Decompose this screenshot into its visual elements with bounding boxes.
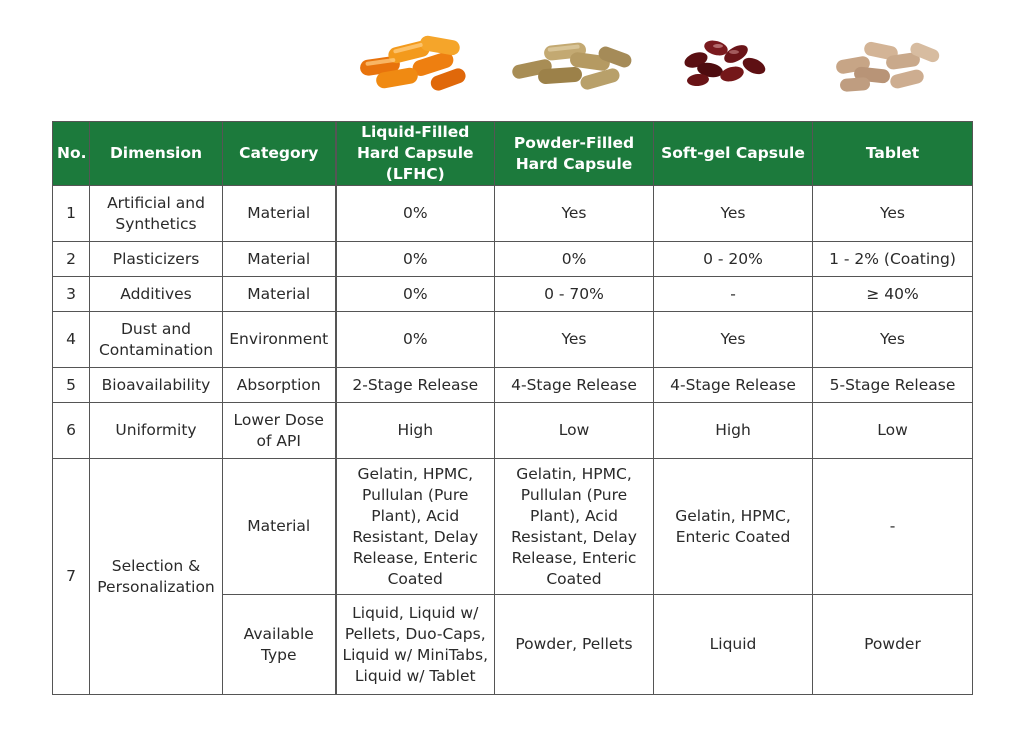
cell-lfhc: 0%: [336, 277, 495, 312]
header-dimension: Dimension: [90, 122, 223, 186]
row-category: Environment: [223, 312, 336, 368]
table-row: [53, 459, 973, 595]
cell-powder: Powder, Pellets: [495, 595, 654, 695]
cell-tablet: ≥ 40%: [813, 277, 973, 312]
cell-softgel: Yes: [654, 312, 813, 368]
cell-softgel: -: [654, 277, 813, 312]
row-dimension: Bioavailability: [90, 368, 223, 403]
row-category: Material: [223, 459, 336, 595]
cell-powder: Gelatin, HPMC, Pullulan (Pure Plant), Acid Resistant, Delay Release, Enteric Coated: [495, 459, 654, 595]
cell-powder: Yes: [495, 186, 654, 242]
cell-lfhc: 0%: [336, 312, 495, 368]
row-category: Material: [223, 186, 336, 242]
cell-lfhc: Gelatin, HPMC, Pullulan (Pure Plant), Acid Resistant, Delay Release, Enteric Coated: [336, 459, 495, 595]
cell-tablet: -: [813, 459, 973, 595]
header-row: [53, 122, 973, 186]
product-images-row: [0, 30, 1024, 110]
liquid-filled-capsules-image: [350, 30, 470, 110]
cell-softgel: 4-Stage Release: [654, 368, 813, 403]
cell-powder: 0%: [495, 242, 654, 277]
header-no: No.: [53, 122, 90, 186]
cell-powder: 0 - 70%: [495, 277, 654, 312]
row-category: Material: [223, 242, 336, 277]
row-no: 1: [53, 186, 90, 242]
cell-lfhc: 2-Stage Release: [336, 368, 495, 403]
header-category: Category: [223, 122, 336, 186]
cell-lfhc: High: [336, 403, 495, 459]
table-row: [53, 403, 973, 459]
cell-softgel: Liquid: [654, 595, 813, 695]
table-row: [53, 312, 973, 368]
row-dimension: Plasticizers: [90, 242, 223, 277]
row-no: 3: [53, 277, 90, 312]
row-no: 7: [53, 459, 90, 695]
row-dimension: Selection & Personalization: [90, 459, 223, 695]
cell-tablet: Powder: [813, 595, 973, 695]
cell-softgel: Gelatin, HPMC, Enteric Coated: [654, 459, 813, 595]
row-no: 6: [53, 403, 90, 459]
cell-tablet: Yes: [813, 312, 973, 368]
table-row: [53, 242, 973, 277]
row-category: Absorption: [223, 368, 336, 403]
cell-powder: 4-Stage Release: [495, 368, 654, 403]
cell-tablet: 5-Stage Release: [813, 368, 973, 403]
softgel-capsules-image: [676, 30, 776, 110]
row-category: Lower Dose of API: [223, 403, 336, 459]
cell-softgel: High: [654, 403, 813, 459]
cell-softgel: 0 - 20%: [654, 242, 813, 277]
header-powder: Powder-Filled Hard Capsule: [495, 122, 654, 186]
row-dimension: Uniformity: [90, 403, 223, 459]
cell-powder: Yes: [495, 312, 654, 368]
row-no: 5: [53, 368, 90, 403]
table-row: [53, 186, 973, 242]
row-dimension: Dust and Contamination: [90, 312, 223, 368]
row-no: 4: [53, 312, 90, 368]
table-row: [53, 277, 973, 312]
table-row: [53, 368, 973, 403]
cell-tablet: Low: [813, 403, 973, 459]
cell-lfhc: Liquid, Liquid w/ Pellets, Duo-Caps, Liquid w/ MiniTabs, Liquid w/ Tablet: [336, 595, 495, 695]
row-dimension: Additives: [90, 277, 223, 312]
tablets-image: [830, 30, 945, 110]
header-lfhc: Liquid-Filled Hard Capsule (LFHC): [336, 122, 495, 186]
powder-filled-capsules-image: [508, 30, 638, 110]
row-category: Material: [223, 277, 336, 312]
cell-lfhc: 0%: [336, 242, 495, 277]
row-category: Available Type: [223, 595, 336, 695]
row-dimension: Artificial and Synthetics: [90, 186, 223, 242]
row-no: 2: [53, 242, 90, 277]
cell-softgel: Yes: [654, 186, 813, 242]
header-softgel: Soft-gel Capsule: [654, 122, 813, 186]
comparison-table: [52, 121, 973, 695]
cell-powder: Low: [495, 403, 654, 459]
cell-tablet: Yes: [813, 186, 973, 242]
cell-tablet: 1 - 2% (Coating): [813, 242, 973, 277]
header-tablet: Tablet: [813, 122, 973, 186]
cell-lfhc: 0%: [336, 186, 495, 242]
